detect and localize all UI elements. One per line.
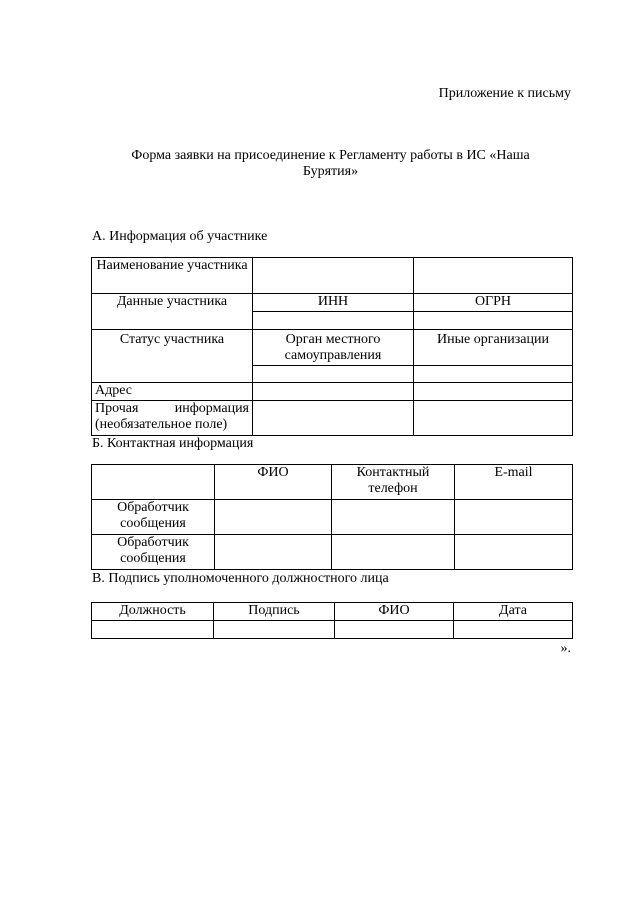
handler-label-1: Обработчик сообщения — [92, 500, 215, 535]
inn-label: ИНН — [253, 294, 414, 312]
table-row — [92, 500, 573, 535]
col-signature-header: Подпись — [214, 603, 335, 621]
section-b-title: Б. Контактная информация — [92, 436, 254, 451]
closing-quote: ». — [560, 641, 571, 656]
table-row — [92, 383, 573, 401]
table-row — [92, 621, 573, 639]
table-row — [92, 535, 573, 570]
col-position-header: Должность — [92, 603, 214, 621]
table-row — [92, 258, 573, 294]
participant-name-label: Наименование участника — [92, 258, 253, 294]
position-cell[interactable] — [92, 621, 214, 639]
address-cell-2[interactable] — [414, 383, 573, 401]
ogrn-value-cell[interactable] — [414, 312, 573, 330]
handler-1-phone-cell[interactable] — [332, 500, 455, 535]
inn-value-cell[interactable] — [253, 312, 414, 330]
signature-cell[interactable] — [214, 621, 335, 639]
col-signer-fio-header: ФИО — [335, 603, 454, 621]
address-label: Адрес — [92, 383, 253, 401]
handler-2-email-cell[interactable] — [455, 535, 573, 570]
ogrn-label: ОГРН — [414, 294, 573, 312]
form-title — [90, 148, 571, 180]
section-c-title: В. Подпись уполномоченного должностного лица — [92, 571, 389, 586]
form-title-line-1: Форма заявки на присоединение к Регламенту работы в ИС «Наша — [131, 148, 530, 163]
participant-status-label: Статус участника — [92, 330, 253, 383]
participant-table — [91, 257, 573, 436]
signer-fio-cell[interactable] — [335, 621, 454, 639]
handler-1-fio-cell[interactable] — [215, 500, 332, 535]
handler-2-phone-cell[interactable] — [332, 535, 455, 570]
other-info-line-2: (необязательное поле) — [95, 417, 228, 432]
handler-label-2: Обработчик сообщения — [92, 535, 215, 570]
col-email-header: E-mail — [455, 465, 573, 500]
col-date-header: Дата — [454, 603, 573, 621]
contact-table — [91, 464, 573, 570]
form-title-line-2: Бурятия» — [302, 164, 359, 179]
handler-2-fio-cell[interactable] — [215, 535, 332, 570]
participant-data-label: Данные участника — [92, 294, 253, 330]
other-info-line-1: Прочая информация — [95, 401, 249, 416]
participant-name-cell[interactable] — [253, 258, 414, 294]
participant-name-cell-2[interactable] — [414, 258, 573, 294]
other-info-cell[interactable] — [253, 401, 414, 436]
handler-1-email-cell[interactable] — [455, 500, 573, 535]
other-info-label — [92, 401, 253, 436]
table-row — [92, 603, 573, 621]
table-row — [92, 465, 573, 500]
table-row — [92, 401, 573, 436]
status-local-government: Орган местного самоуправления — [253, 330, 414, 366]
col-phone-header: Контактный телефон — [332, 465, 455, 500]
signature-table — [91, 602, 573, 639]
address-cell[interactable] — [253, 383, 414, 401]
other-info-cell-2[interactable] — [414, 401, 573, 436]
section-a-title: А. Информация об участнике — [92, 229, 268, 244]
date-cell[interactable] — [454, 621, 573, 639]
table-row — [92, 294, 573, 312]
table-row — [92, 330, 573, 366]
status-other-organizations: Иные организации — [414, 330, 573, 366]
annex-label: Приложение к письму — [438, 86, 571, 101]
status-other-cell[interactable] — [414, 366, 573, 383]
contact-header-empty — [92, 465, 215, 500]
col-fio-header: ФИО — [215, 465, 332, 500]
status-local-cell[interactable] — [253, 366, 414, 383]
